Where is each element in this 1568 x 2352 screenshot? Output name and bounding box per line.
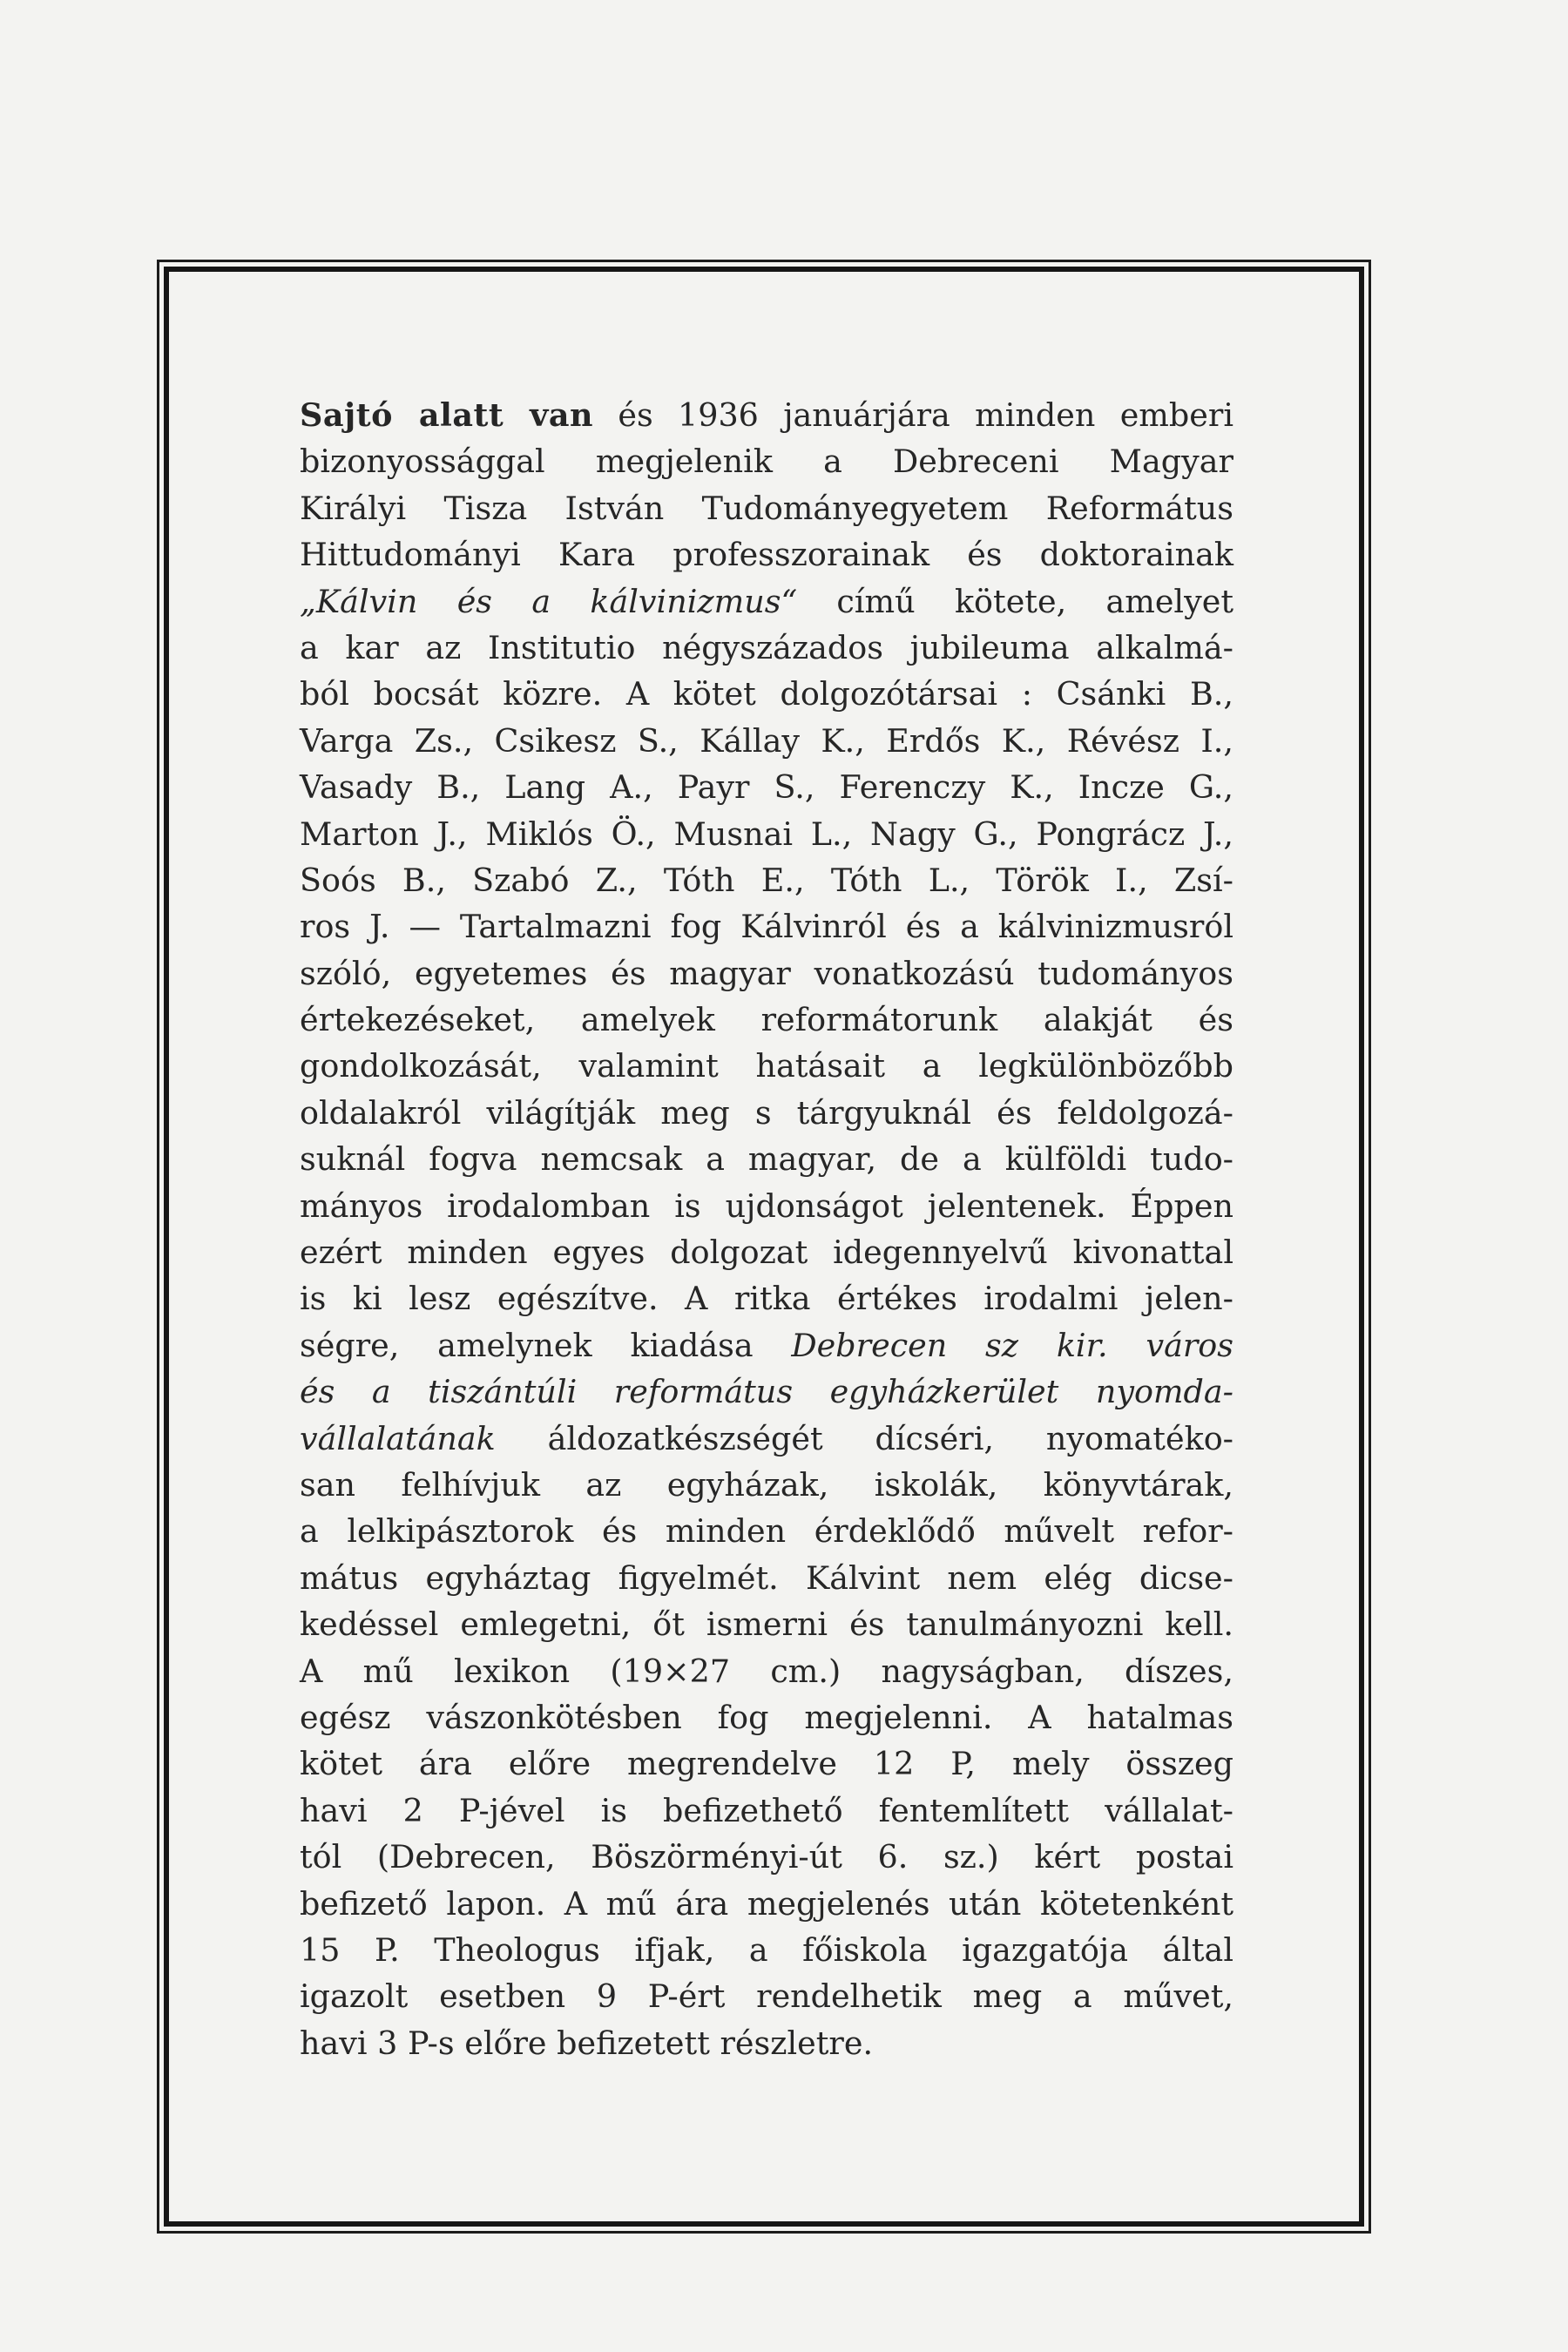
text-run: befizető lapon. A mű ára megjelenés után kötetenként <box>300 1884 1233 1923</box>
text-run: kötet ára előre megrendelve 12 P, mely összeg <box>300 1745 1233 1783</box>
text-line <box>300 1648 1233 1694</box>
text-line <box>300 1973 1233 2019</box>
text-run: című kötete, amelyet <box>797 582 1233 620</box>
text-line <box>300 811 1233 857</box>
text-line <box>300 950 1233 997</box>
text-line <box>300 857 1233 903</box>
text-line <box>300 1881 1233 1927</box>
text-run: bizonyossággal megjelenik a Debreceni Magyar <box>300 443 1233 481</box>
text-line <box>300 903 1233 950</box>
text-line <box>300 1462 1233 1508</box>
text-run: gondolkozását, valamint hatásait a legkülönbözőbb <box>300 1047 1233 1085</box>
text-run: Hittudományi Kara professzorainak és doktorainak <box>300 536 1233 574</box>
text-run: ezért minden egyes dolgozat idegennyelvű kivonattal <box>300 1233 1233 1272</box>
text-run: a lelkipásztorok és minden érdeklődő művelt refor- <box>300 1512 1233 1551</box>
text-run: ros J. — Tartalmazni fog Kálvinról és a kálvinizmusról <box>300 908 1233 946</box>
text-line <box>300 1788 1233 1834</box>
text-line <box>300 1136 1233 1182</box>
italic-phrase: „Kálvin és a kálvinizmus“ <box>300 582 798 620</box>
text-line <box>300 1043 1233 1089</box>
text-run: 15 P. Theologus ifjak, a főiskola igazgatója által <box>300 1930 1233 1969</box>
text-run: is ki lesz egészítve. A ritka értékes irodalmi jelen- <box>300 1280 1233 1318</box>
text-run: ségre, amelynek kiadása <box>300 1326 792 1364</box>
text-run: tól (Debrecen, Böszörményi-út 6. sz.) kért postai <box>300 1838 1233 1876</box>
italic-phrase: és a tiszántúli református egyházkerület nyomda- <box>300 1373 1233 1411</box>
text-run: Soós B., Szabó Z., Tóth E., Tóth L., Török I., Zsí- <box>300 861 1233 899</box>
text-line <box>300 1740 1233 1787</box>
text-run: Varga Zs., Csikesz S., Kállay K., Erdős K., Révész I., <box>300 721 1233 760</box>
text-run: havi 2 P-jével is befizethető fentemlített vállalat- <box>300 1791 1233 1829</box>
text-line <box>300 1555 1233 1601</box>
text-run: Marton J., Miklós Ö., Musnai L., Nagy G., Pongrácz J., <box>300 814 1233 853</box>
text-line <box>300 1369 1233 1415</box>
text-line <box>300 438 1233 484</box>
text-run: oldalakról világítják meg s tárgyuknál és feldolgozá- <box>300 1093 1233 1132</box>
text-line <box>300 578 1233 625</box>
text-run: egész vászonkötésben fog megjelenni. A hatalmas <box>300 1698 1233 1736</box>
text-line <box>300 997 1233 1043</box>
text-run: és 1936 januárjára minden emberi <box>593 396 1233 434</box>
text-run: igazolt esetben 9 P-ért rendelhetik meg a művet, <box>300 1977 1233 2016</box>
text-line <box>300 1834 1233 1880</box>
text-run: mányos irodalomban is ujdonságot jelentenek. Éppen <box>300 1186 1233 1225</box>
text-line <box>300 1694 1233 1740</box>
text-run: suknál fogva nemcsak a magyar, de a külföldi tudo- <box>300 1140 1233 1179</box>
text-line <box>300 1275 1233 1321</box>
text-line <box>300 1229 1233 1275</box>
text-run: ból bocsát közre. A kötet dolgozótársai : Csánki B., <box>300 675 1233 713</box>
text-line <box>300 1927 1233 1973</box>
text-run: Vasady B., Lang A., Payr S., Ferenczy K., Incze G., <box>300 768 1233 807</box>
text-run: a kar az Institutio négyszázados jubileuma alkalmá- <box>300 628 1233 666</box>
text-run: Királyi Tisza István Tudományegyetem Református <box>300 489 1233 527</box>
text-line <box>300 392 1233 438</box>
bold-phrase: Sajtó alatt van <box>300 396 594 434</box>
italic-phrase: vállalatának <box>300 1419 496 1457</box>
text-run: értekezéseket, amelyek reformátorunk alakját és <box>300 1001 1233 1039</box>
text-run: san felhívjuk az egyházak, iskolák, könyvtárak, <box>300 1465 1233 1504</box>
text-line <box>300 2020 1233 2066</box>
text-line <box>300 1601 1233 1647</box>
text-run: A mű lexikon (19×27 cm.) nagyságban, díszes, <box>300 1652 1233 1690</box>
text-line <box>300 1416 1233 1462</box>
text-line <box>300 764 1233 810</box>
text-line <box>300 485 1233 531</box>
text-line <box>300 1090 1233 1136</box>
text-line <box>300 1183 1233 1229</box>
text-run: mátus egyháztag figyelmét. Kálvint nem elég dicse- <box>300 1558 1233 1597</box>
text-line <box>300 625 1233 671</box>
text-run: kedéssel emlegetni, őt ismerni és tanulmányozni kell. <box>300 1605 1233 1644</box>
text-run: szóló, egyetemes és magyar vonatkozású tudományos <box>300 954 1233 992</box>
text-line <box>300 531 1233 578</box>
italic-phrase: Debrecen sz kir. város <box>791 1326 1233 1364</box>
text-line <box>300 671 1233 717</box>
announcement-text <box>300 392 1233 2091</box>
text-line <box>300 718 1233 764</box>
text-run: havi 3 P-s előre befizetett részletre. <box>300 2024 874 2062</box>
text-line <box>300 1322 1233 1369</box>
text-run: áldozatkészségét dícséri, nyomatéko- <box>495 1419 1233 1457</box>
text-line <box>300 1508 1233 1554</box>
